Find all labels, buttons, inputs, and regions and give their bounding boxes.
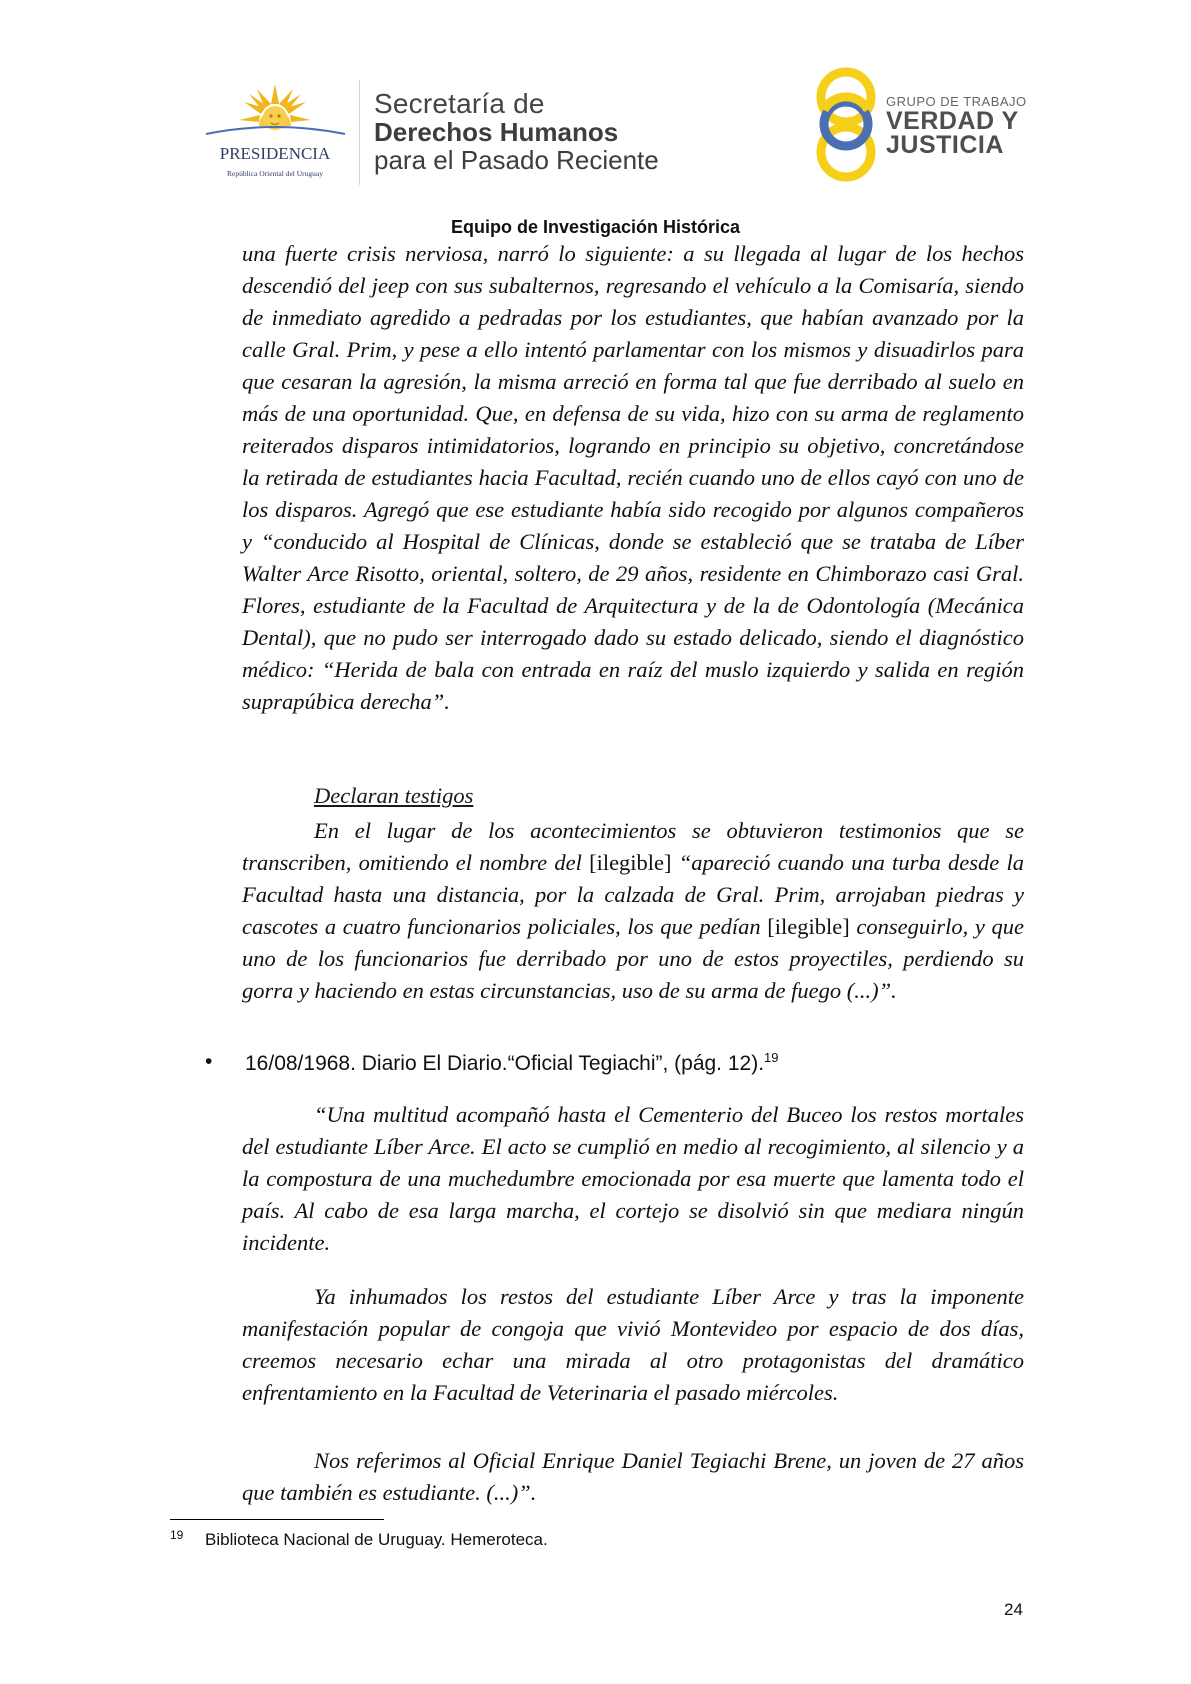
- illegible-marker-1: [ilegible]: [589, 850, 672, 875]
- footnote-text: Biblioteca Nacional de Uruguay. Hemeroteca.: [205, 1530, 548, 1549]
- illegible-marker-2: [ilegible]: [767, 914, 850, 939]
- paragraph-3-text: “Una multitud acompañó hasta el Cementerio del Buceo los restos mortales del estudiante Líber Arce. El acto se cumplió en medio al recogimiento, al silencio y a la compostura de una muchedumbre emocionada por esa muerte que lamenta todo el país. Al cabo de esa larga marcha, el cortejo se disolvió sin que mediara ningún incidente.: [242, 1102, 1024, 1255]
- paragraph-2: [242, 815, 1024, 1007]
- page-number: 24: [1004, 1600, 1023, 1619]
- paragraph-4-text: Ya inhumados los restos del estudiante Líber Arce y tras la imponente manifestación popular de congoja que vivió Montevideo por espacio de dos días, creemos necesario echar una mirada al otro protagonistas del dramático enfrentamiento en la Facultad de Veterinaria el pasado miércoles.: [242, 1284, 1024, 1405]
- paragraph-1: [242, 238, 1024, 718]
- presidencia-sub: República Oriental del Uruguay: [226, 169, 324, 178]
- paragraph-5-text: Nos referimos al Oficial Enrique Daniel Tegiachi Brene, un joven de 27 años que también es estudiante. (...)”.: [242, 1448, 1024, 1505]
- presidencia-name: PRESIDENCIA: [219, 144, 331, 163]
- secretaria-line-2: Derechos Humanos: [374, 117, 619, 147]
- presidencia-sun-logo: [198, 82, 353, 182]
- secretaria-line-1: Secretaría de: [374, 88, 545, 119]
- footnote-number: 19: [170, 1528, 184, 1542]
- footnote-divider: [170, 1519, 384, 1520]
- team-title: Equipo de Investigación Histórica: [450, 217, 741, 237]
- secretaria-line-3: para el Pasado Reciente: [374, 145, 659, 175]
- paragraph-2-part-2: “apareció cuando una turba desde la Facultad hasta una distancia, por la calzada de Gral. Prim, arrojaban piedras y cascotes a cuatro funcionarios policiales, los que pedían: [242, 850, 1024, 939]
- grupo-trabajo-block: [886, 94, 1027, 157]
- logo-divider: [359, 80, 360, 185]
- section-heading: Declaran testigos: [314, 783, 474, 808]
- grupo-line-3: JUSTICIA: [886, 131, 1004, 159]
- paragraph-4: [242, 1281, 1024, 1409]
- secretaria-block: [374, 90, 659, 174]
- grupo-line-2: VERDAD Y: [886, 107, 1019, 135]
- grupo-line-1: GRUPO DE TRABAJO: [886, 94, 1027, 109]
- paragraph-1-text: una fuerte crisis nerviosa, narró lo siguiente: a su llegada al lugar de los hechos descendió del jeep con sus subalternos, regresando el vehículo a la Comisaría, siendo de inmediato agredido a pedradas por los estudiantes, que habían avanzado por la calle Gral. Prim, y pese a ello intentó parlamentar con los mismos y disuadirlos para que cesaran la agresión, la misma arreció en forma tal que fue derribado al suelo en más de una oportunidad. Que, en defensa de su vida, hizo con su arma de reglamento reiterados disparos intimidatorios, logrando en principio su objetivo, concretándose la retirada de estudiantes hacia Facultad, recién cuando uno de ellos cayó con uno de los disparos. Agregó que ese estudiante había sido recogido por algunos compañeros y “conducido al Hospital de Clínicas, donde se estableció que se trataba de Líber Walter Arce Risotto, oriental, soltero, de 29 años, residente en Chimborazo casi Gral. Flores, estudiante de la Facultad de Arquitectura y de la de Odontología (Mecánica Dental), que no pudo ser interrogado dado su estado delicado, siendo el diagnóstico médico: “Herida de bala con entrada en raíz del muslo izquierdo y salida en región suprapúbica derecha”.: [242, 241, 1024, 714]
- footnote-reference[interactable]: 19: [764, 1050, 779, 1065]
- page-header: [0, 0, 1191, 215]
- paragraph-2-part-3: conseguirlo, y que uno de los funcionarios fue derribado por uno de estos proyectiles, perdiendo su gorra y haciendo en estas circunstancias, uso de su arma de fuego (...)”.: [242, 914, 1024, 1003]
- bullet-symbol: •: [205, 1050, 213, 1073]
- bullet-text: 16/08/1968. Diario El Diario.“Oficial Tegiachi”, (pág. 12).: [245, 1052, 765, 1075]
- paragraph-3: [242, 1099, 1024, 1259]
- paragraph-2-part-1: En el lugar de los acontecimientos se obtuvieron testimonios que se transcriben, omitiendo el nombre del: [242, 818, 1024, 875]
- paragraph-5: [242, 1445, 1024, 1509]
